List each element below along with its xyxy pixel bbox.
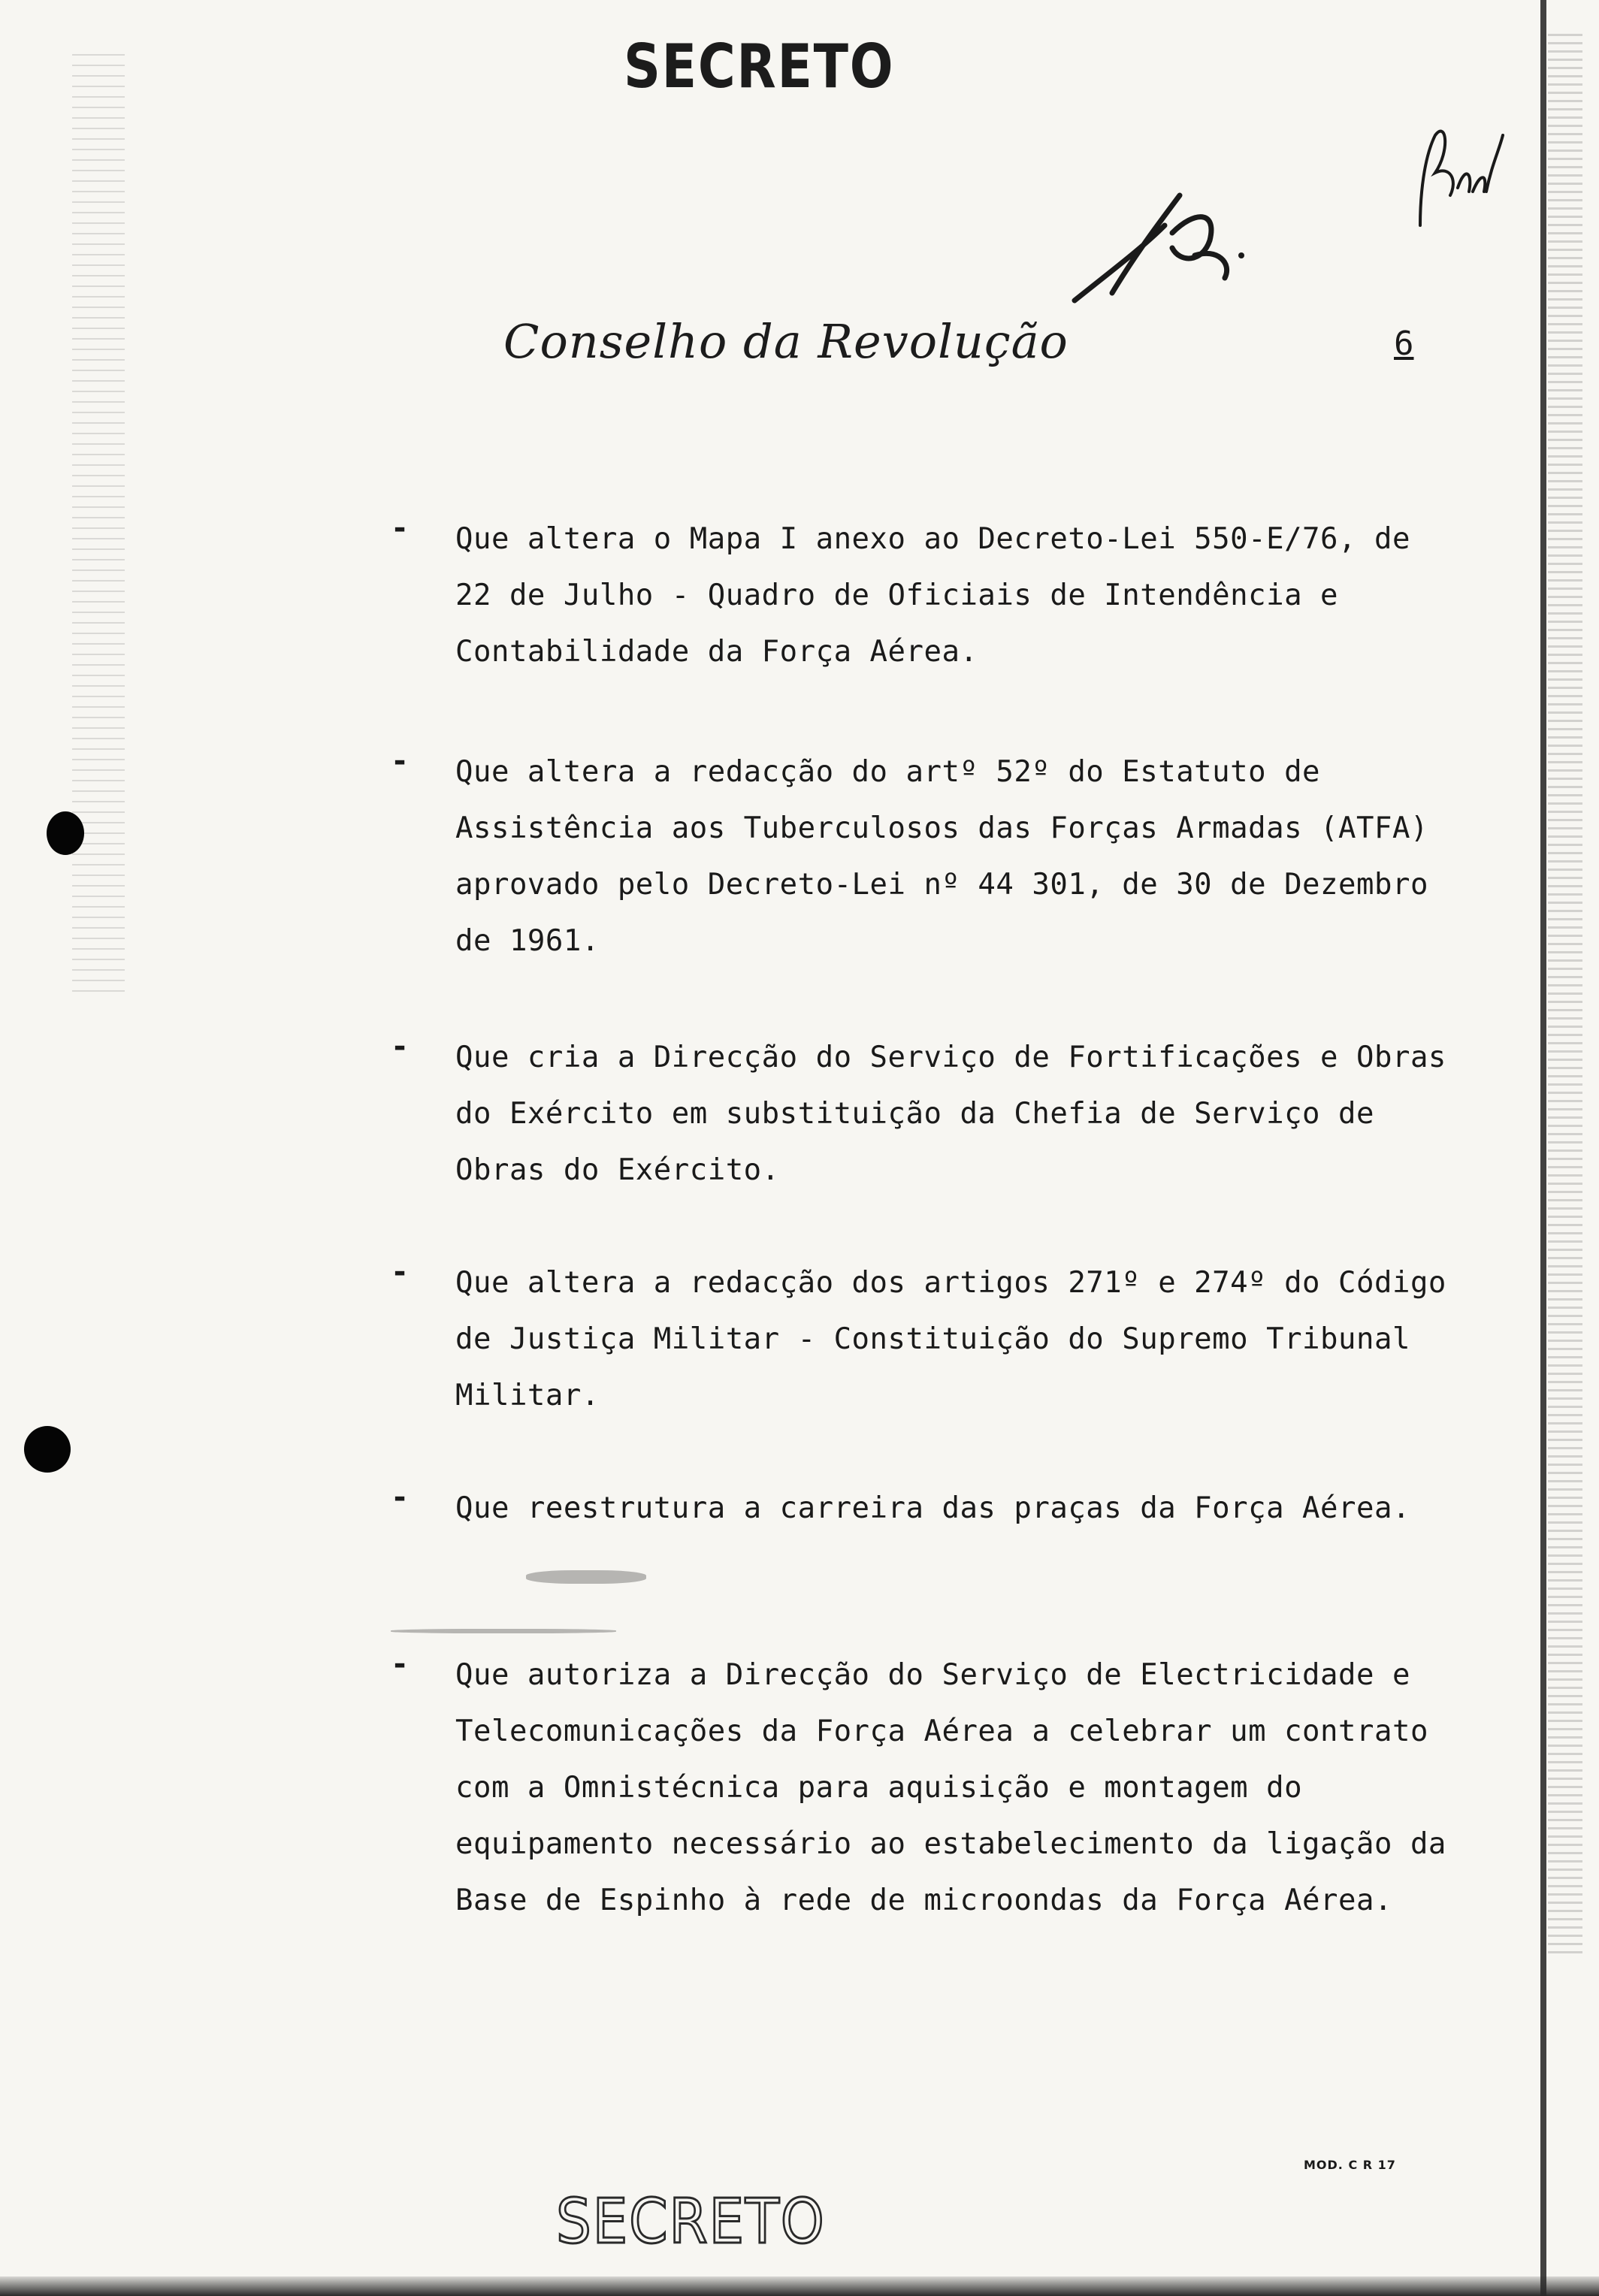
classification-stamp-bottom: SECRETO: [556, 2186, 826, 2258]
rubric-signature: [1405, 120, 1510, 233]
form-code: MOD. C R 17: [1304, 2158, 1396, 2172]
punch-hole-bottom: [24, 1426, 71, 1473]
item-dash: -: [391, 511, 410, 545]
item-dash: -: [391, 1647, 410, 1681]
item-dash: -: [391, 1480, 410, 1515]
item-text: Que reestrutura a carreira das praças da Força Aérea.: [455, 1491, 1410, 1525]
item-text: Que altera o Mapa I anexo ao Decreto-Lei 550-E/76, de 22 de Julho - Quadro de Oficiais de Intendência e Contabilidade da Força Aérea.: [455, 522, 1410, 669]
item-text: Que altera a redacção dos artigos 271º e 274º do Código de Justiça Militar - Constituição do Supremo Tribunal Militar.: [455, 1266, 1446, 1412]
page-number: 6: [1394, 325, 1414, 363]
scan-edge-bottom: [0, 2276, 1599, 2296]
classification-stamp-top: SECRETO: [624, 32, 895, 101]
item-dash: -: [391, 1255, 410, 1289]
ink-smudge: [391, 1629, 616, 1633]
ink-smudge: [526, 1570, 646, 1584]
initials-signature: [1067, 180, 1262, 316]
letterhead-title: Conselho da Revolução: [503, 314, 1069, 369]
scan-edge-right: [1540, 0, 1546, 2296]
item-dash: -: [391, 744, 410, 778]
punch-hole-top: [47, 811, 84, 855]
scan-edge-left: [72, 45, 125, 992]
item-text: Que cria a Direcção do Serviço de Fortificações e Obras do Exército em substituição da Chefia de Serviço de Obras do Exército.: [455, 1041, 1446, 1187]
item-text: Que altera a redacção do artº 52º do Estatuto de Assistência aos Tuberculosos das Forças Armadas (ATFA) aprovado pelo Decreto-Lei nº 44 301, de 30 de Dezembro de 1961.: [455, 755, 1428, 958]
item-dash: -: [391, 1029, 410, 1064]
item-text: Que autoriza a Direcção do Serviço de Electricidade e Telecomunicações da Força Aérea a celebrar um contrato com a Omnistécnica para aquisição e montagem do equipamento necessário ao estabelecimento da ligação da Base de Espinho à rede de microondas da Força Aérea.: [455, 1658, 1446, 1917]
scan-noise-right: [1548, 30, 1582, 1953]
